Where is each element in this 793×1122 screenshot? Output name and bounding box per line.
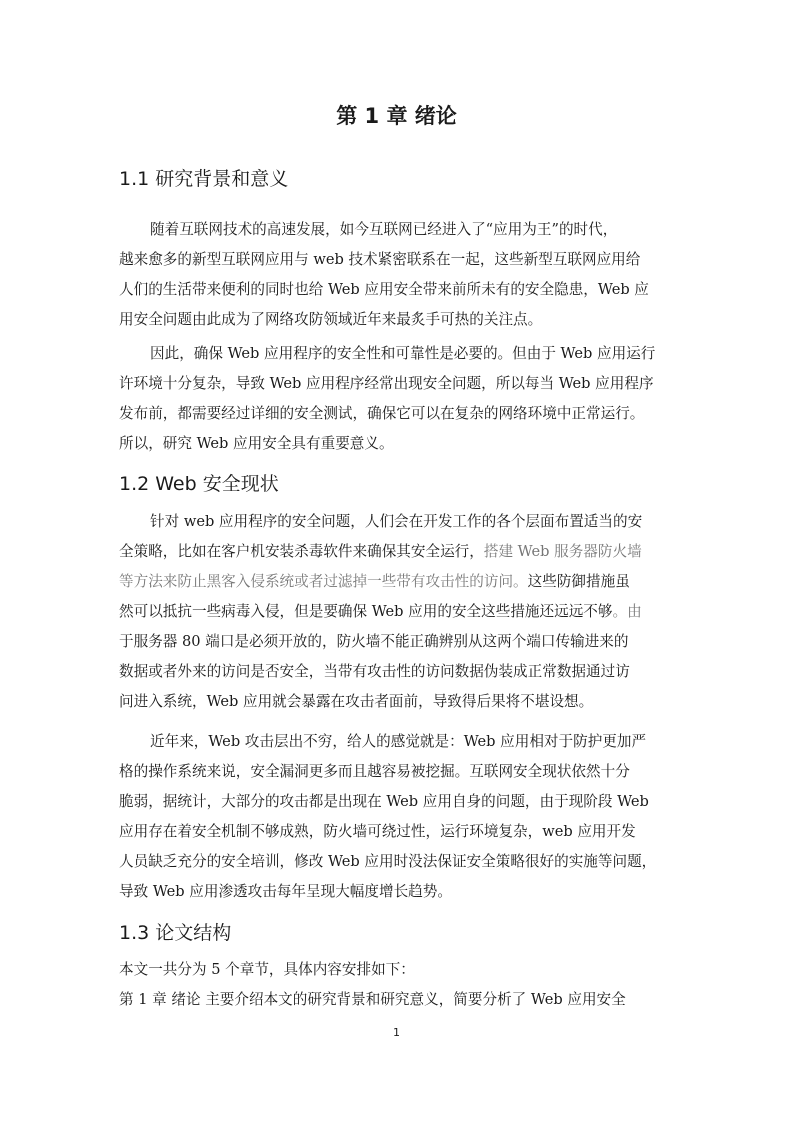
text-line: 用安全问题由此成为了网络攻防领域近年来最炙手可热的关注点。 [119, 311, 543, 328]
text-line: 人们的生活带来便利的同时也给 Web 应用安全带来前所未有的安全隐患，Web 应 [119, 281, 649, 298]
text-line: 针对 web 应用程序的安全问题，人们会在开发工作的各个层面布置适当的安 [150, 513, 643, 530]
text-run-light: 搭建 Web 服务器防火墙 [483, 543, 642, 560]
text-run-light: 。由 [612, 603, 642, 620]
text-line: 导致 Web 应用渗透攻击每年呈现大幅度增长趋势。 [119, 883, 452, 900]
text-line: 随着互联网技术的高速发展，如今互联网已经进入了“应用为王”的时代， [150, 221, 618, 238]
paragraph [119, 727, 679, 907]
text-line: 格的操作系统来说，安全漏洞更多而且越容易被挖掘。互联网安全现状依然十分 [119, 763, 630, 780]
text-line: 越来愈多的新型互联网应用与 web 技术紧密联系在一起，这些新型互联网应用给 [119, 251, 641, 268]
text-line: 应用存在着安全机制不够成熟，防火墙可绕过性，运行环境复杂，web 应用开发 [119, 823, 636, 840]
paragraph [119, 955, 679, 1015]
text-line: 所以，研究 Web 应用安全具有重要意义。 [119, 435, 394, 452]
chapter-title: 第 1 章 绪论 [336, 104, 457, 128]
page-number: 1 [393, 1026, 400, 1039]
text-line: 数据或者外来的访问是否安全，当带有攻击性的访问数据伪装成正常数据通过访 [119, 663, 630, 680]
paragraph [119, 339, 679, 459]
text-line: 脆弱，据统计，大部分的攻击都是出现在 Web 应用自身的问题，由于现阶段 Web [119, 793, 649, 810]
text-run: 全策略，比如在客户机安装杀毒软件来确保其安全运行， [119, 543, 484, 560]
text-line: 因此，确保 Web 应用程序的安全性和可靠性是必要的。但由于 Web 应用运行 [150, 345, 656, 362]
text-line: 第 1 章 绪论 主要介绍本文的研究背景和研究意义，简要分析了 Web 应用安全 [119, 991, 626, 1008]
text-line: 人员缺乏充分的安全培训，修改 Web 应用时没法保证安全策略很好的实施等问题， [119, 853, 657, 870]
text-line: 发布前，都需要经过详细的安全测试，确保它可以在复杂的网络环境中正常运行。 [119, 405, 645, 422]
section-heading-1-2: 1.2 Web 安全现状 [119, 473, 279, 495]
text-line: 问进入系统，Web 应用就会暴露在攻击者面前，导致得后果将不堪设想。 [119, 693, 594, 710]
text-run: 然可以抵抗一些病毒入侵，但是要确保 Web 应用的安全这些措施还远远不够 [119, 603, 613, 620]
text-line [119, 537, 679, 567]
paragraph [119, 507, 679, 717]
text-run: 这些防御措施虽 [527, 573, 630, 590]
section-heading-1-1: 1.1 研究背景和意义 [119, 168, 289, 190]
paragraph [119, 215, 679, 335]
text-line: 许环境十分复杂，导致 Web 应用程序经常出现安全问题，所以每当 Web 应用程序 [119, 375, 654, 392]
text-line [119, 597, 679, 627]
section-heading-1-3: 1.3 论文结构 [119, 922, 232, 944]
text-line: 本文一共分为 5 个章节，具体内容安排如下： [119, 961, 415, 978]
text-line [119, 567, 679, 597]
text-line: 于服务器 80 端口是必须开放的，防火墙不能正确辨别从这两个端口传输进来的 [119, 633, 629, 650]
text-line: 近年来，Web 攻击层出不穷，给人的感觉就是：Web 应用相对于防护更加严 [150, 733, 647, 750]
text-run-light: 等方法来防止黑客入侵系统或者过滤掉一些带有攻击性的访问。 [119, 573, 528, 590]
